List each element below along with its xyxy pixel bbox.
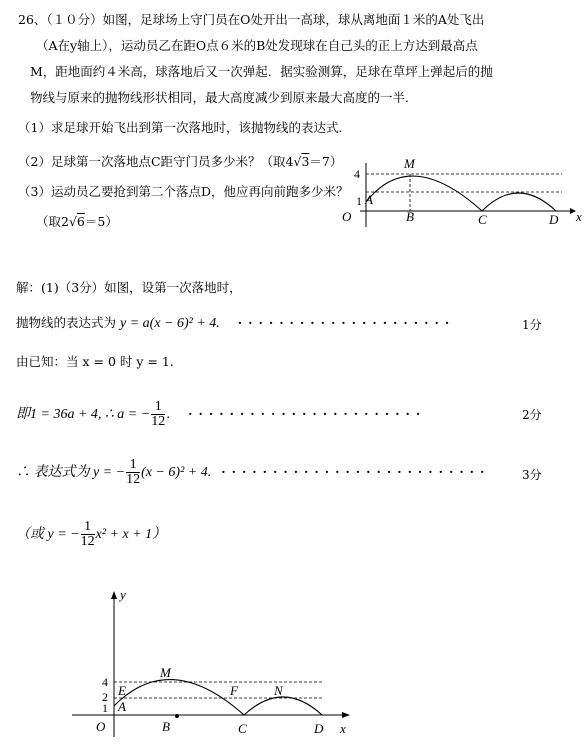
- fig1-parabola-1: [366, 176, 482, 211]
- fig1-label-O: O: [342, 209, 352, 224]
- s2-dots: ·····················: [237, 315, 456, 330]
- problem-line-3: M，距地面约４米高，球落地后又一次弹起．据实验测算，足球在草坪上弹起后的抛: [30, 64, 493, 79]
- s6-formula-b: x² + x + 1）: [95, 527, 167, 542]
- fig2-label-M: M: [160, 665, 171, 680]
- s5-fraction: [126, 458, 140, 487]
- problem-line-4: 物线与原来的抛物线形状相同，最大高度减少到原来最大高度的一半．: [30, 90, 418, 105]
- problem-line-1: 26、（１０分）如图，足球场上守门员在O处开出一高球，球从离地面１米的A处飞出: [18, 12, 485, 27]
- s5-dots: ··························: [221, 464, 491, 479]
- s4-dots: ·······················: [188, 406, 427, 421]
- problem-line-2: （A在y轴上），运动员乙在距O点６米的B处发现球在自己头的正上方达到最高点: [36, 38, 478, 53]
- s4-formula: 即1 = 36a + 4, ∴ a = −: [16, 407, 151, 422]
- s6-fraction: [81, 520, 95, 549]
- fig2-label-A: A: [118, 699, 126, 714]
- solution-line-1: 解：(1)（3分）如图，设第一次落地时，: [16, 280, 242, 295]
- fig2-label-O: O: [96, 719, 106, 734]
- s6-den: 12: [80, 534, 95, 549]
- question-3-note: [36, 214, 118, 230]
- score-1: 1分: [522, 318, 542, 332]
- question-1: （1）求足球开始飞出到第一次落地时，该抛物线的表达式．: [18, 120, 351, 135]
- s4-fraction: [151, 400, 165, 429]
- score-3: 3分: [522, 468, 542, 482]
- fig1-label-x: x: [576, 209, 582, 224]
- s2-formula: y = a(x − 6)² + 4.: [120, 316, 220, 331]
- figure-1: [330, 155, 586, 235]
- fig2-label-B: B: [162, 719, 170, 734]
- s6-num: 1: [81, 520, 95, 535]
- fig2-label-E: E: [118, 683, 126, 698]
- note-end: ＝5）: [84, 214, 118, 229]
- fig1-label-1: 1: [356, 194, 362, 208]
- s2-text: 抛物线的表达式为: [16, 315, 117, 330]
- solution-line-5: [16, 458, 490, 487]
- question-2-text: （2）足球第一次落地点C距守门员多少米？（取4: [18, 154, 294, 169]
- solution-line-6: [16, 520, 166, 549]
- fig2-parabola-2: [244, 697, 322, 715]
- fig2-label-F: F: [230, 683, 238, 698]
- fig2-label-x: x: [340, 721, 346, 736]
- fig2-label-C: C: [238, 721, 247, 736]
- fig1-label-M: M: [404, 156, 415, 171]
- score-2: 2分: [522, 408, 542, 422]
- fig1-label-4: 4: [354, 167, 360, 181]
- sqrt-symbol-2: √: [68, 214, 77, 229]
- fig2-x-arrow: [342, 712, 350, 718]
- solution-line-4: 即1 = 36a + 4, ∴ a = − $\frac{1}{12}$ . ·······················: [16, 399, 427, 429]
- fig2-parabola-1: [114, 680, 244, 715]
- s4-num: 1: [151, 400, 165, 415]
- fig1-label-B: B: [406, 209, 414, 224]
- solution-line-3: 由已知：当 x = 0 时 y = 1.: [16, 354, 174, 369]
- sqrt-radicand-2: 6: [76, 214, 85, 229]
- note-text: （取2: [36, 214, 69, 229]
- fig2-label-4: 4: [102, 675, 108, 689]
- fig2-label-D: D: [314, 721, 324, 736]
- s5-num: 1: [126, 458, 140, 473]
- fig2-label-y: y: [120, 587, 126, 602]
- figure-2: [70, 585, 370, 745]
- fig2-label-2: 2: [102, 690, 108, 704]
- fig1-label-A: A: [365, 192, 373, 207]
- s4-den: 12: [151, 414, 166, 429]
- fig2-label-N: N: [274, 683, 283, 698]
- s5-den: 12: [126, 472, 141, 487]
- fig1-label-D: D: [549, 212, 559, 227]
- s5-formula-a: ∴ 表达式为 y = −: [16, 465, 126, 480]
- sqrt-radicand: 3: [301, 154, 310, 169]
- fig1-label-C: C: [478, 212, 487, 227]
- fig1-parabola-2: [482, 193, 556, 211]
- fig2-point-b-dot: [175, 714, 179, 718]
- sqrt-symbol: √: [293, 154, 302, 169]
- question-3: （3）运动员乙要抢到第二个落点D，他应再向前跑多少米？: [18, 184, 349, 199]
- s6-formula-a: （或 y = −: [16, 527, 80, 542]
- solution-line-2: [16, 315, 455, 332]
- fig2-label-1: 1: [102, 701, 108, 715]
- question-2: [18, 154, 342, 170]
- s5-formula-b: (x − 6)² + 4.: [141, 465, 212, 480]
- question-2-end: ＝7）: [309, 154, 343, 169]
- fig2-y-arrow: [111, 591, 117, 599]
